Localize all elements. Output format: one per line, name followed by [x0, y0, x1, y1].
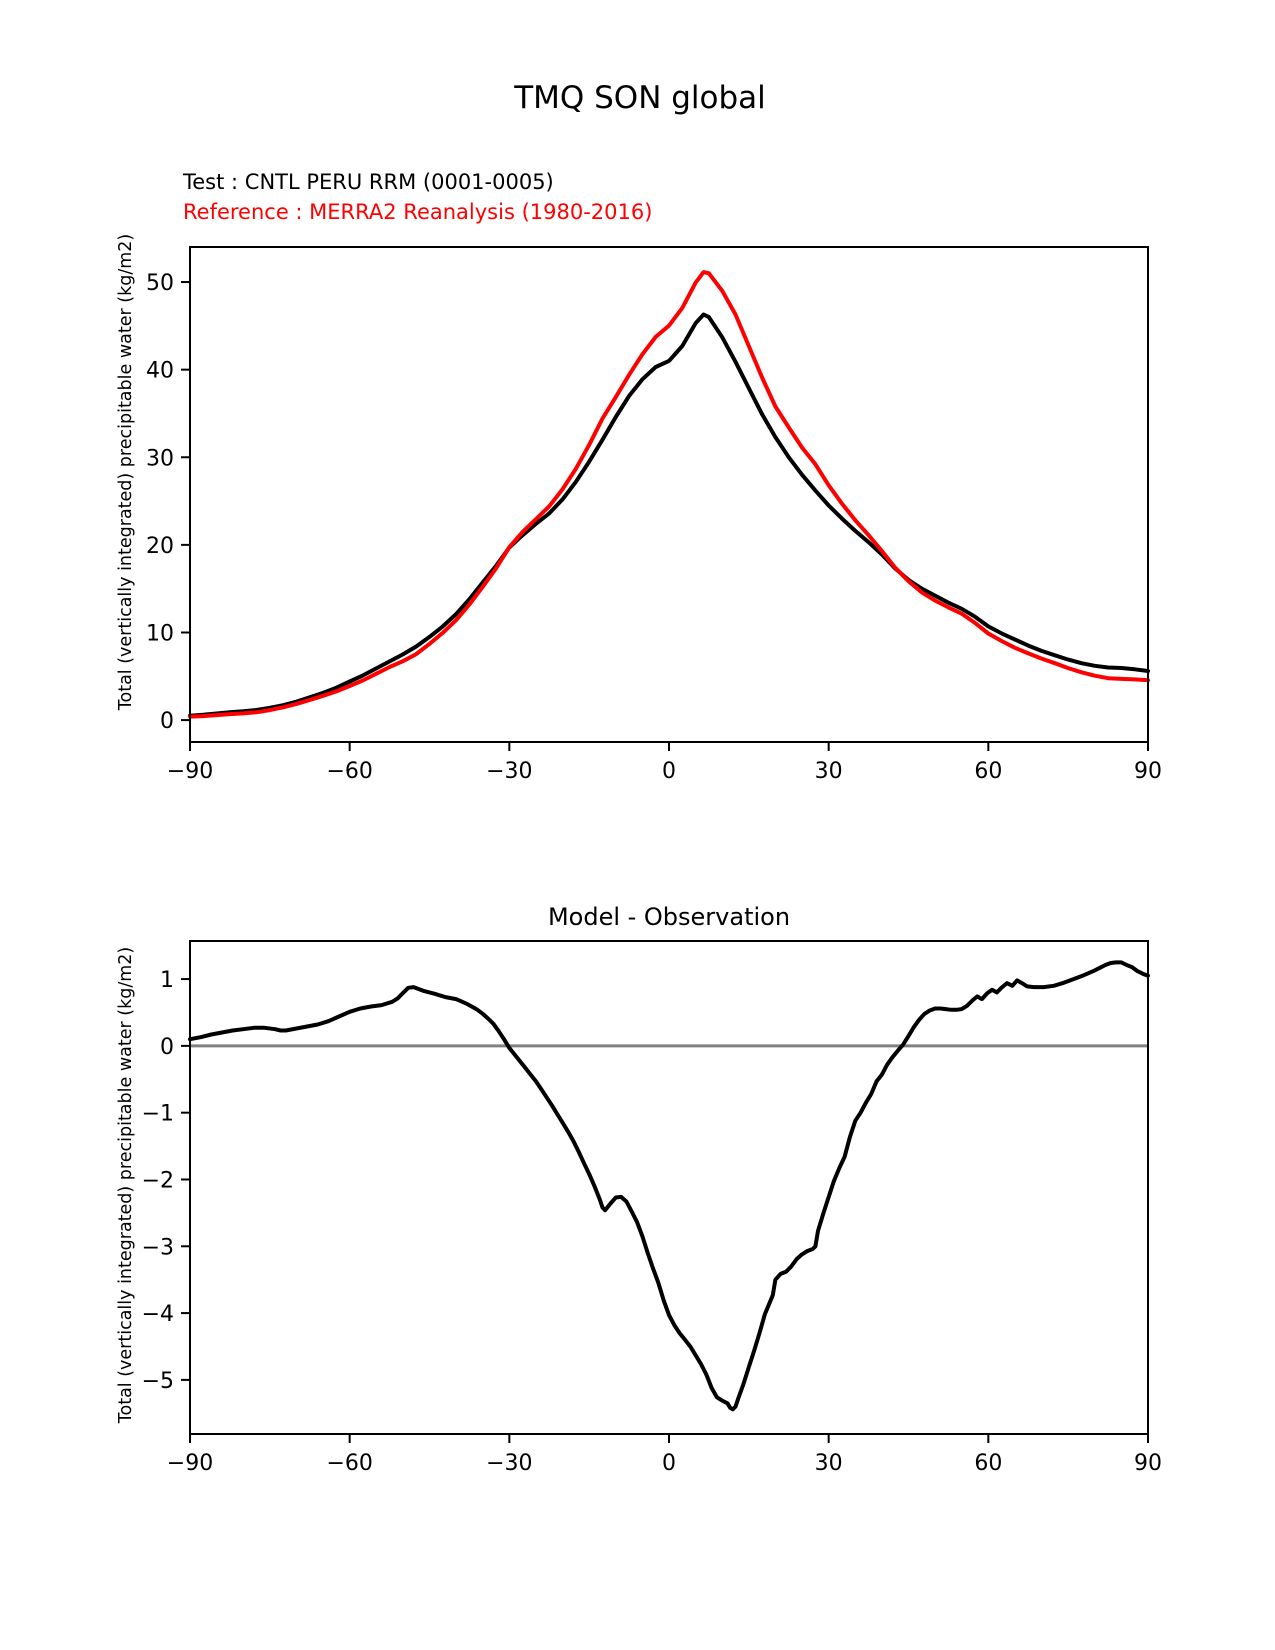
y-tick-label: 30: [146, 446, 174, 472]
y-tick-label: 10: [146, 621, 174, 647]
bottom-y-axis-label: Total (vertically integrated) precipitable water (kg/m2): [116, 946, 136, 1424]
y-tick-label: 20: [146, 533, 174, 559]
reference-label: Reference : MERRA2 Reanalysis (1980-2016): [183, 200, 653, 224]
x-tick-label: 60: [974, 759, 1003, 784]
top-chart: [146, 247, 1162, 784]
x-tick-label: 30: [814, 759, 843, 784]
axes-spines: [190, 941, 1148, 1434]
y-tick-label: −3: [141, 1235, 174, 1261]
y-tick-label: 0: [160, 709, 174, 735]
y-tick-label: 50: [146, 271, 174, 297]
axes-spines: [190, 247, 1148, 742]
x-tick-label: −30: [486, 1451, 533, 1476]
y-tick-label: 0: [160, 1034, 174, 1060]
y-tick-label: −2: [141, 1168, 174, 1194]
x-tick-label: 90: [1134, 1451, 1162, 1476]
top-y-axis-label: Total (vertically integrated) precipitable water (kg/m2): [116, 233, 136, 711]
x-tick-label: 30: [814, 1451, 843, 1476]
bottom-chart: [142, 941, 1162, 1476]
y-tick-label: −1: [141, 1101, 174, 1127]
y-tick-label: −5: [141, 1368, 174, 1394]
page-title: TMQ SON global: [514, 80, 766, 116]
x-tick-label: −90: [166, 759, 214, 784]
x-tick-label: 0: [662, 759, 676, 784]
series-line-0: [190, 315, 1148, 716]
x-tick-label: 0: [662, 1451, 676, 1476]
x-tick-label: 60: [974, 1451, 1003, 1476]
y-tick-label: 1: [160, 968, 174, 994]
x-tick-label: −30: [486, 759, 533, 784]
y-tick-label: −4: [141, 1302, 174, 1328]
x-tick-label: −60: [326, 759, 373, 784]
x-tick-label: −60: [326, 1451, 373, 1476]
test-label: Test : CNTL PERU RRM (0001-0005): [183, 170, 554, 194]
x-tick-label: −90: [166, 1451, 214, 1476]
series-line-0: [190, 962, 1148, 1409]
series-line-1: [190, 272, 1148, 716]
bottom-chart-title: Model - Observation: [547, 903, 791, 931]
x-tick-label: 90: [1134, 759, 1162, 784]
y-tick-label: 40: [146, 358, 174, 384]
